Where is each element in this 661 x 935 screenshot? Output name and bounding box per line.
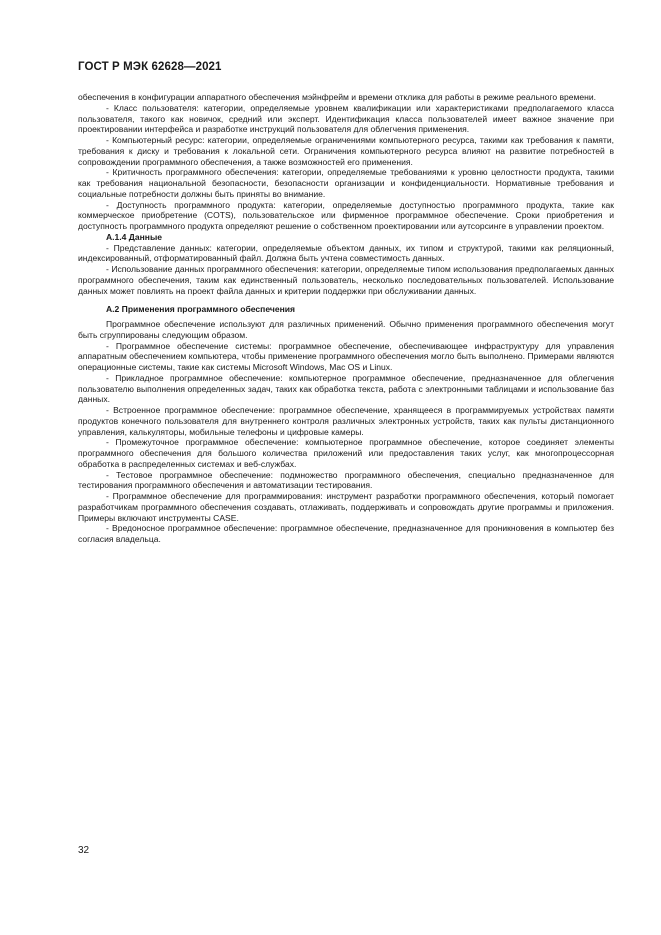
- paragraph: - Доступность программного продукта: категории, определяемые доступностью программного продукта, такие как коммерческое приобретение (COTS), пользовательское или фирменное программное обеспечение. Сроки приобретения и доступность программного продукта определяют решение о собственном проектировании или аутсорсинге в управлении проектом.: [78, 199, 614, 231]
- paragraph: - Компьютерный ресурс: категории, определяемые ограничениями компьютерного ресурса, такими как требования к памяти, требования к диску и требования к локальной сети. Ограничения компьютерного ресурса влияют на развитие потребностей в сопровождении программного обеспечения, а также возможностей его применения.: [78, 135, 614, 167]
- paragraph: - Использование данных программного обеспечения: категории, определяемые типом использования предполагаемых данных программного обеспечения, таким как единственный пользователь, несколько последовательных пользователей. Использование данных может повлиять на проект файла данных и критерии поддержки при обслуживании данных.: [78, 264, 614, 296]
- paragraph: обеспечения в конфигурации аппаратного обеспечения мэйнфрейм и времени отклика для работы в режиме реального времени.: [78, 92, 597, 102]
- page-number: 32: [78, 845, 90, 856]
- paragraph: - Класс пользователя: категории, определяемые уровнем квалификации или характеристиками предполагаемого класса пользователя, такого как новичок, средний или эксперт. Идентификация класса пользователей имеет важное значение при проектировании интерфейса и разработке инструкций пользователя для облегчения применения.: [78, 102, 614, 135]
- paragraph: - Программное обеспечение системы: программное обеспечение, обеспечивающее инфраструктуру для управления аппаратным обеспечением компьютера, чтобы применение программного обеспечения могло быть выполнено. Примерами являются операционные системы, такие как системы Microsoft Windows, Mac OS и Linux.: [78, 340, 614, 372]
- page-content: [78, 92, 614, 545]
- paragraph: - Вредоносное программное обеспечение: программное обеспечение, предназначенное для проникновения в компьютер без согласия владельца.: [78, 523, 614, 544]
- paragraph: - Тестовое программное обеспечение: подмножество программного обеспечения, специально предназначенное для тестирования программного обеспечения и автоматизации тестирования.: [78, 469, 614, 491]
- paragraph: - Программное обеспечение для программирования: инструмент разработки программного обеспечения, который помогает разработчикам программного обеспечения создавать, отлаживать, поддерживать и сопровождать другие программы и приложения. Примеры включают инструменты CASE.: [78, 491, 614, 523]
- paragraph: - Промежуточное программное обеспечение: компьютерное программное обеспечение, которое соединяет элементы программного обеспечения для большого количества приложений или предоставления таких услуг, как многопроцессорная обработка в распределенных системах и веб-службах.: [78, 437, 614, 469]
- paragraph: - Прикладное программное обеспечение: компьютерное программное обеспечение, предназначенное для облегчения пользователю выполнения определенных задач, таких как обработка текста, работа с электронными таблицами и использование баз данных.: [78, 372, 614, 405]
- document-header: ГОСТ Р МЭК 62628—2021: [78, 61, 222, 73]
- paragraph: - Критичность программного обеспечения: категории, определяемые требованиями к уровню целостности продукта, такими как требования национальной безопасности, безопасности организации и конфиденциальности. Нормативные требования и социальные потребности должны быть приняты во внимание.: [78, 167, 614, 199]
- section-heading-a-2: А.2 Применения программного обеспечения: [106, 304, 295, 315]
- paragraph: Программное обеспечение используют для различных применений. Обычно применения программного обеспечения могут быть сгруппированы следующим образом.: [78, 319, 614, 340]
- paragraph: - Встроенное программное обеспечение: программное обеспечение, хранящееся в программируемых устройствах памяти продуктов конечного пользователя для внутреннего контроля различных электронных устройств, таких как пульты дистанционного управления, калькуляторы, мобильные телефоны и цифровые камеры.: [78, 405, 614, 437]
- paragraph: - Представление данных: категории, определяемые объектом данных, их типом и структурой, такими как реляционный, индексированный, отформатированный файл. Должна быть учтена совместимость данных.: [78, 242, 614, 264]
- section-heading-a-1-4: А.1.4 Данные: [106, 231, 163, 242]
